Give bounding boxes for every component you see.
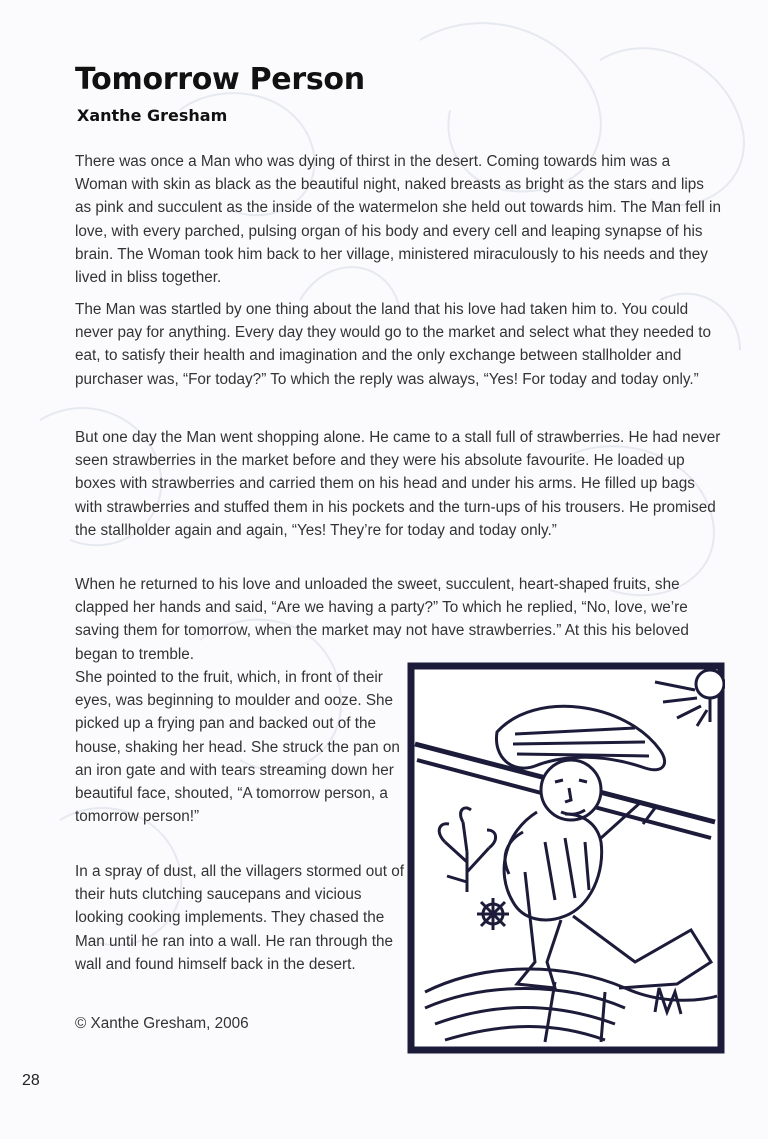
paragraph-1: There was once a Man who was dying of thirst in the desert. Coming towards him was a Woman with skin as black as the beautiful night, naked breasts as bright as the stars and lips as pink and succulent as the inside of the watermelon she held out towards him. The Man fell in love, with every parched, pulsing organ of his body and every cell and leaping synapse of his brain. The Woman took him back to her village, ministered miraculously to his needs and they lived in bliss together.: [75, 153, 721, 287]
story-title: Tomorrow Person: [75, 62, 365, 97]
paragraph-3: But one day the Man went shopping alone. He came to a stall full of strawberries. He had never seen strawberries in the market before and they were his absolute favourite. He loaded up boxes with strawberries and carried them on his head and under his arms. He filled up bags with strawberries and stuffed them in his pockets and the turn-ups of his trousers. He promised the stallholder again and again, “Yes! They’re for today and today only.”: [75, 429, 721, 539]
paragraph-4-continued: She pointed to the fruit, which, in front of their eyes, was beginning to moulder and ooze. She picked up a frying pan and backed out of the house, shaking her head. She struck the pan on an iron gate and with tears streaming down her beautiful face, shouted, “A tomorrow person, a tomorrow person!”: [75, 669, 400, 826]
paragraph-4: When he returned to his love and unloaded the sweet, succulent, heart-shaped fruits, she clapped her hands and said, “Are we having a party?” To which he replied, “No, love, we’re saving them for tomorrow, when the market may not have strawberries.” At this his beloved began to tremble.: [75, 576, 689, 663]
paragraph-2: The Man was startled by one thing about the land that his love had taken him to. You could never pay for anything. Every day they would go to the market and select what they needed to eat, to satisfy their health and imagination and the only exchange between stallholder and purchaser was, “For today?” To which the reply was always, “Yes! For today and today only.”: [75, 301, 712, 388]
paragraph-5: In a spray of dust, all the villagers stormed out of their huts clutching saucepans and vicious looking cooking implements. They chased the Man until he ran into a wall. He ran through the wall and found himself back in the desert.: [75, 863, 405, 973]
author-name: Xanthe Gresham: [77, 106, 228, 125]
page-number: 28: [22, 1072, 40, 1089]
woodcut-man-with-hat-icon: [405, 662, 725, 1054]
copyright-notice: © Xanthe Gresham, 2006: [75, 1015, 249, 1032]
